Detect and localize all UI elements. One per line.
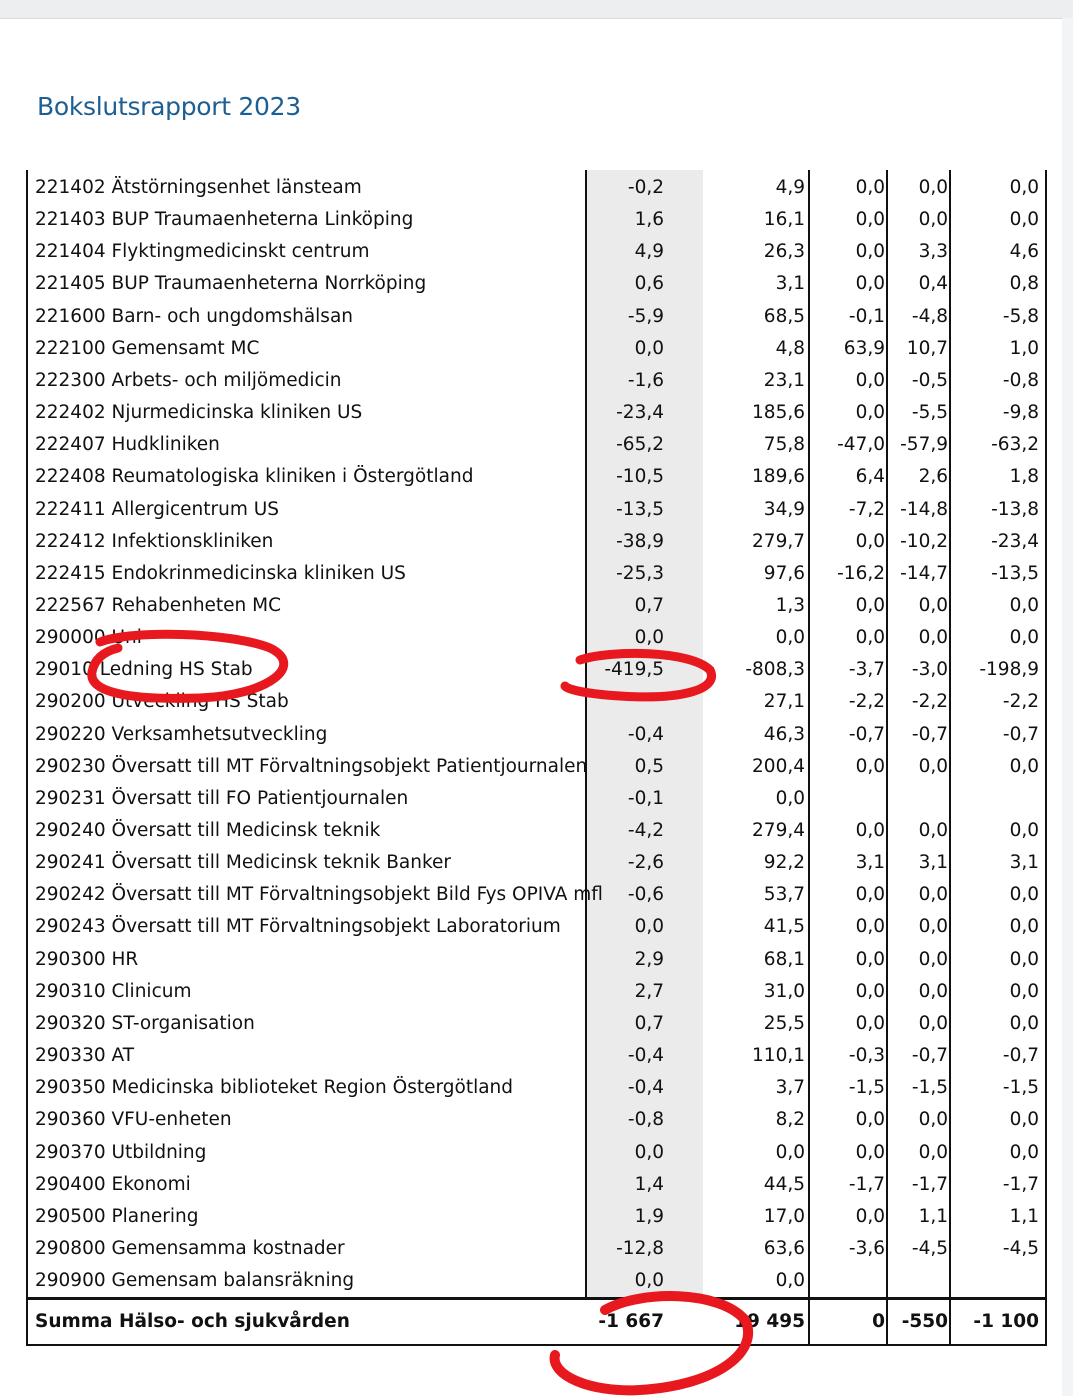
row-value-2: 3,7	[775, 1077, 805, 1099]
row-value-4: 0,0	[918, 755, 948, 777]
row-value-2: 4,8	[775, 337, 805, 359]
row-value-4: 0,0	[918, 594, 948, 616]
row-label: 222411 Allergicentrum US	[35, 498, 280, 520]
row-value-5: 0,0	[1009, 1109, 1039, 1131]
row-value-4: -4,8	[911, 305, 948, 327]
row-value-5: -1,5	[1002, 1077, 1039, 1099]
table-row	[28, 268, 1045, 300]
row-value-2: 16,1	[763, 209, 805, 231]
row-value-2: 0,0	[775, 787, 805, 809]
row-value-1: 1,4	[634, 1173, 664, 1195]
total-row	[28, 1301, 1045, 1343]
row-value-3: -47,0	[837, 434, 885, 456]
row-value-4: 0,0	[918, 948, 948, 970]
row-value-4: -5,5	[911, 402, 948, 424]
row-value-5: 1,8	[1009, 466, 1039, 488]
row-value-2: 25,5	[763, 1012, 805, 1034]
row-value-1: -25,3	[616, 562, 664, 584]
row-label: 290243 Översatt till MT Förvaltningsobjekt Laboratorium	[35, 916, 561, 938]
row-value-4: 0,0	[918, 1012, 948, 1034]
row-label: 290241 Översatt till Medicinsk teknik Banker	[35, 852, 452, 874]
total-value-3: 0	[872, 1311, 885, 1332]
row-value-3: 0,0	[855, 884, 885, 906]
row-label: 221600 Barn- och ungdomshälsan	[35, 305, 354, 327]
row-label: 290900 Gemensam balansräkning	[35, 1270, 355, 1292]
row-value-5: 1,0	[1009, 337, 1039, 359]
row-label: 290320 ST-organisation	[35, 1012, 255, 1034]
row-value-1: -4,2	[627, 820, 664, 841]
row-value-4: -10,2	[900, 530, 948, 552]
row-value-4: -14,8	[900, 498, 948, 520]
row-value-3: 6,4	[855, 466, 885, 488]
row-value-4: 1,1	[918, 1205, 948, 1227]
row-value-1: 0,0	[634, 1141, 664, 1163]
row-value-1: -0,4	[627, 723, 664, 745]
row-value-4: 0,0	[918, 1109, 948, 1131]
row-label: 29010 Ledning HS Stab	[35, 659, 253, 681]
row-value-3: -2,2	[848, 691, 885, 713]
row-value-3: 0,0	[855, 820, 885, 841]
row-label: 221402 Ätstörningsenhet länsteam	[35, 177, 362, 198]
row-value-3: 0,0	[855, 594, 885, 616]
row-value-5: 0,0	[1009, 948, 1039, 970]
row-value-3: 0,0	[855, 402, 885, 424]
row-value-1: 2,9	[634, 948, 664, 970]
row-value-1: -38,9	[616, 530, 664, 552]
row-value-5: 0,8	[1009, 273, 1039, 295]
table-row	[28, 526, 1045, 558]
row-value-3: -1,5	[848, 1077, 885, 1099]
row-value-4: -0,7	[911, 1045, 948, 1067]
row-value-1: -10,5	[616, 466, 664, 488]
row-value-2: 23,1	[763, 369, 805, 391]
row-value-3: 0,0	[855, 530, 885, 552]
total-value-2: 19 495	[734, 1311, 805, 1332]
row-value-2: 68,1	[763, 948, 805, 970]
row-label: 221405 BUP Traumaenheterna Norrköping	[35, 273, 427, 295]
row-value-2: 279,7	[752, 530, 805, 552]
table-row	[28, 301, 1045, 333]
row-value-3: 0,0	[855, 1141, 885, 1163]
row-value-3: 0,0	[855, 369, 885, 391]
table-row	[28, 236, 1045, 268]
row-value-1: 0,0	[634, 627, 664, 649]
row-value-3: -16,2	[837, 562, 885, 584]
row-value-5: 3,1	[1009, 852, 1039, 874]
table-row	[28, 1008, 1045, 1040]
row-value-5: 0,0	[1009, 1141, 1039, 1163]
row-value-4: -4,5	[911, 1237, 948, 1259]
row-value-3: 0,0	[855, 627, 885, 649]
row-value-5: -63,2	[991, 434, 1039, 456]
table-row	[28, 654, 1045, 686]
row-value-3: -3,7	[848, 659, 885, 681]
row-value-1: -0,8	[627, 1109, 664, 1131]
table-row	[28, 333, 1045, 365]
row-value-2: 0,0	[775, 1141, 805, 1163]
row-value-5: -5,8	[1002, 305, 1039, 327]
row-label: 290800 Gemensamma kostnader	[35, 1237, 345, 1259]
table-row	[28, 172, 1045, 204]
table-row	[28, 494, 1045, 526]
row-value-5: -198,9	[979, 659, 1039, 681]
table-row	[28, 1072, 1045, 1104]
viewer-right-edge	[1062, 18, 1073, 1396]
row-value-3: 0,0	[855, 1012, 885, 1034]
row-value-5: -23,4	[991, 530, 1039, 552]
row-label: 290200 Utveckling HS Stab	[35, 691, 289, 713]
row-value-2: 63,6	[763, 1237, 805, 1259]
row-value-1: -0,4	[627, 1077, 664, 1099]
row-value-5: 0,0	[1009, 209, 1039, 231]
row-value-2: 110,1	[752, 1045, 805, 1067]
row-value-4: 0,0	[918, 627, 948, 649]
row-value-1: -0,1	[627, 787, 664, 809]
row-value-2: 4,9	[775, 177, 805, 198]
row-value-4: 2,6	[918, 466, 948, 488]
row-value-4: 0,0	[918, 177, 948, 198]
row-value-3: 0,0	[855, 273, 885, 295]
table-row	[28, 622, 1045, 654]
row-value-1: -2,6	[627, 852, 664, 874]
row-value-1: -0,6	[627, 884, 664, 906]
total-value-1: -1 667	[598, 1311, 664, 1332]
table-row	[28, 590, 1045, 622]
row-value-3: 0,0	[855, 755, 885, 777]
row-value-3: -7,2	[848, 498, 885, 520]
row-value-4: -2,2	[911, 691, 948, 713]
table-row	[28, 751, 1045, 783]
row-value-1: 1,6	[634, 209, 664, 231]
row-value-2: 26,3	[763, 241, 805, 263]
row-label: 290000 Uni	[35, 627, 142, 649]
row-value-2: 185,6	[752, 402, 805, 424]
row-value-1: 0,7	[634, 1012, 664, 1034]
row-value-2: 31,0	[763, 980, 805, 1002]
row-value-2: 0,0	[775, 1270, 805, 1292]
row-value-1: 0,0	[634, 916, 664, 938]
row-label: 290370 Utbildning	[35, 1141, 207, 1163]
row-value-3: -0,3	[848, 1045, 885, 1067]
row-value-4: -1,5	[911, 1077, 948, 1099]
total-value-5: -1 100	[973, 1311, 1039, 1332]
row-value-2: 1,3	[775, 594, 805, 616]
row-value-3: -3,6	[848, 1237, 885, 1259]
row-value-5: 0,0	[1009, 627, 1039, 649]
row-value-1: -65,2	[616, 434, 664, 456]
row-label: 222407 Hudkliniken	[35, 434, 220, 456]
row-value-5: -0,7	[1002, 723, 1039, 745]
table-row	[28, 558, 1045, 590]
row-value-5: 1,1	[1009, 1205, 1039, 1227]
row-label: 290330 AT	[35, 1045, 135, 1067]
row-value-2: 27,1	[763, 691, 805, 713]
row-value-1: 4,9	[634, 241, 664, 263]
row-value-4: 0,0	[918, 1141, 948, 1163]
row-label: 290360 VFU-enheten	[35, 1109, 232, 1131]
row-value-1: 0,5	[634, 755, 664, 777]
row-label: 222567 Rehabenheten MC	[35, 594, 282, 616]
table-row	[28, 429, 1045, 461]
row-value-5: -1,7	[1002, 1173, 1039, 1195]
row-value-1: -5,9	[627, 305, 664, 327]
row-label: 222100 Gemensamt MC	[35, 337, 260, 359]
report-title: Bokslutsrapport 2023	[37, 92, 301, 121]
row-value-4: -0,7	[911, 723, 948, 745]
row-value-2: 41,5	[763, 916, 805, 938]
table-row	[28, 719, 1045, 751]
row-value-1: -23,4	[616, 402, 664, 424]
row-value-3: 0,0	[855, 916, 885, 938]
row-value-2: 17,0	[763, 1205, 805, 1227]
row-value-5: 0,0	[1009, 916, 1039, 938]
row-value-4: 0,4	[918, 273, 948, 295]
table-row	[28, 1040, 1045, 1072]
table-row	[28, 783, 1045, 815]
row-value-4: 0,0	[918, 980, 948, 1002]
row-value-5: 0,0	[1009, 820, 1039, 841]
row-value-5: 0,0	[1009, 755, 1039, 777]
row-value-1: -419,5	[604, 659, 664, 681]
row-value-3: 0,0	[855, 948, 885, 970]
row-value-5: 0,0	[1009, 1012, 1039, 1034]
table-row	[28, 847, 1045, 879]
table-row	[28, 976, 1045, 1008]
table-row	[28, 204, 1045, 236]
row-value-5: 0,0	[1009, 980, 1039, 1002]
row-value-3: 0,0	[855, 1205, 885, 1227]
row-label: 290400 Ekonomi	[35, 1173, 191, 1195]
table-row	[28, 1169, 1045, 1201]
row-label: 290500 Planering	[35, 1205, 199, 1227]
row-value-2: 34,9	[763, 498, 805, 520]
table-row	[28, 1201, 1045, 1233]
row-label: 222412 Infektionskliniken	[35, 530, 274, 552]
row-value-2: 0,0	[775, 627, 805, 649]
row-value-4: 3,3	[918, 241, 948, 263]
row-value-4: 0,0	[918, 209, 948, 231]
row-value-4: -3,0	[911, 659, 948, 681]
row-value-1: -12,8	[616, 1237, 664, 1259]
viewer-top-bar	[0, 0, 1073, 19]
row-value-4: 0,0	[918, 820, 948, 841]
row-label: 221404 Flyktingmedicinskt centrum	[35, 241, 370, 263]
table-row	[28, 365, 1045, 397]
row-label: 290240 Översatt till Medicinsk teknik	[35, 820, 381, 841]
row-value-1: -0,2	[627, 177, 664, 198]
row-label: 290310 Clinicum	[35, 980, 192, 1002]
row-value-3: 0,0	[855, 209, 885, 231]
row-value-2: -808,3	[745, 659, 805, 681]
row-value-2: 189,6	[752, 466, 805, 488]
row-label: 221403 BUP Traumaenheterna Linköping	[35, 209, 414, 231]
row-value-2: 46,3	[763, 723, 805, 745]
row-value-3: 63,9	[843, 337, 885, 359]
row-value-4: 0,0	[918, 916, 948, 938]
row-value-5: 0,0	[1009, 594, 1039, 616]
row-value-4: 0,0	[918, 884, 948, 906]
row-label: 290350 Medicinska biblioteket Region Östergötland	[35, 1077, 514, 1099]
row-label: 290220 Verksamhetsutveckling	[35, 723, 328, 745]
row-value-5: 0,0	[1009, 884, 1039, 906]
row-value-5: 0,0	[1009, 177, 1039, 198]
row-value-1: 0,7	[634, 594, 664, 616]
row-value-5: -9,8	[1002, 402, 1039, 424]
row-value-1: -1,6	[627, 369, 664, 391]
row-value-4: -57,9	[900, 434, 948, 456]
table-row	[28, 815, 1045, 847]
table-row	[28, 1233, 1045, 1265]
table-row	[28, 1104, 1045, 1136]
row-value-3: -0,7	[848, 723, 885, 745]
row-value-2: 3,1	[775, 273, 805, 295]
table-row	[28, 1265, 1045, 1297]
row-value-1: 0,0	[634, 1270, 664, 1292]
row-value-5: -4,5	[1002, 1237, 1039, 1259]
row-value-2: 44,5	[763, 1173, 805, 1195]
row-value-3: 3,1	[855, 852, 885, 874]
total-value-4: -550	[901, 1311, 948, 1332]
row-label: 290300 HR	[35, 948, 139, 970]
row-label: 222408 Reumatologiska kliniken i Östergötland	[35, 466, 474, 488]
row-value-1: 1,9	[634, 1205, 664, 1227]
row-value-3: -1,7	[848, 1173, 885, 1195]
row-value-2: 97,6	[763, 562, 805, 584]
table-row	[28, 397, 1045, 429]
row-value-4: -0,5	[911, 369, 948, 391]
row-value-1: -13,5	[616, 498, 664, 520]
row-value-5: -0,8	[1002, 369, 1039, 391]
row-value-5: -13,8	[991, 498, 1039, 520]
row-value-5: -13,5	[991, 562, 1039, 584]
row-value-4: 10,7	[906, 337, 948, 359]
table-row	[28, 911, 1045, 943]
row-value-1: -0,4	[627, 1045, 664, 1067]
row-value-3: 0,0	[855, 1109, 885, 1131]
table-row	[28, 1137, 1045, 1169]
table-row	[28, 686, 1045, 718]
row-value-5: -2,2	[1002, 691, 1039, 713]
row-value-2: 92,2	[763, 852, 805, 874]
row-label: 222300 Arbets- och miljömedicin	[35, 369, 342, 391]
row-label: 222415 Endokrinmedicinska kliniken US	[35, 562, 406, 584]
row-value-2: 53,7	[763, 884, 805, 906]
row-value-2: 200,4	[752, 755, 805, 777]
row-label: 290242 Översatt till MT Förvaltningsobjekt Bild Fys OPIVA mfl	[35, 884, 603, 906]
table-row	[28, 944, 1045, 976]
table-row	[28, 879, 1045, 911]
row-label: 222402 Njurmedicinska kliniken US	[35, 402, 363, 424]
row-value-4: -1,7	[911, 1173, 948, 1195]
row-value-3: 0,0	[855, 177, 885, 198]
total-separator	[28, 1297, 1045, 1300]
row-value-5: 4,6	[1009, 241, 1039, 263]
row-label: 290230 Översatt till MT Förvaltningsobjekt Patientjournalen	[35, 755, 588, 777]
row-value-2: 68,5	[763, 305, 805, 327]
row-value-2: 8,2	[775, 1109, 805, 1131]
row-value-5: -0,7	[1002, 1045, 1039, 1067]
row-value-3: 0,0	[855, 241, 885, 263]
row-value-1: 2,7	[634, 980, 664, 1002]
row-value-4: 3,1	[918, 852, 948, 874]
row-value-4: -14,7	[900, 562, 948, 584]
report-table	[26, 170, 1047, 1346]
table-row	[28, 461, 1045, 493]
row-value-1: 0,6	[634, 273, 664, 295]
row-value-1: 0,0	[634, 337, 664, 359]
row-value-2: 75,8	[763, 434, 805, 456]
row-value-3: 0,0	[855, 980, 885, 1002]
row-value-3: -0,1	[848, 305, 885, 327]
total-label: Summa Hälso- och sjukvården	[35, 1311, 350, 1332]
row-value-2: 279,4	[752, 820, 805, 841]
row-label: 290231 Översatt till FO Patientjournalen	[35, 787, 409, 809]
